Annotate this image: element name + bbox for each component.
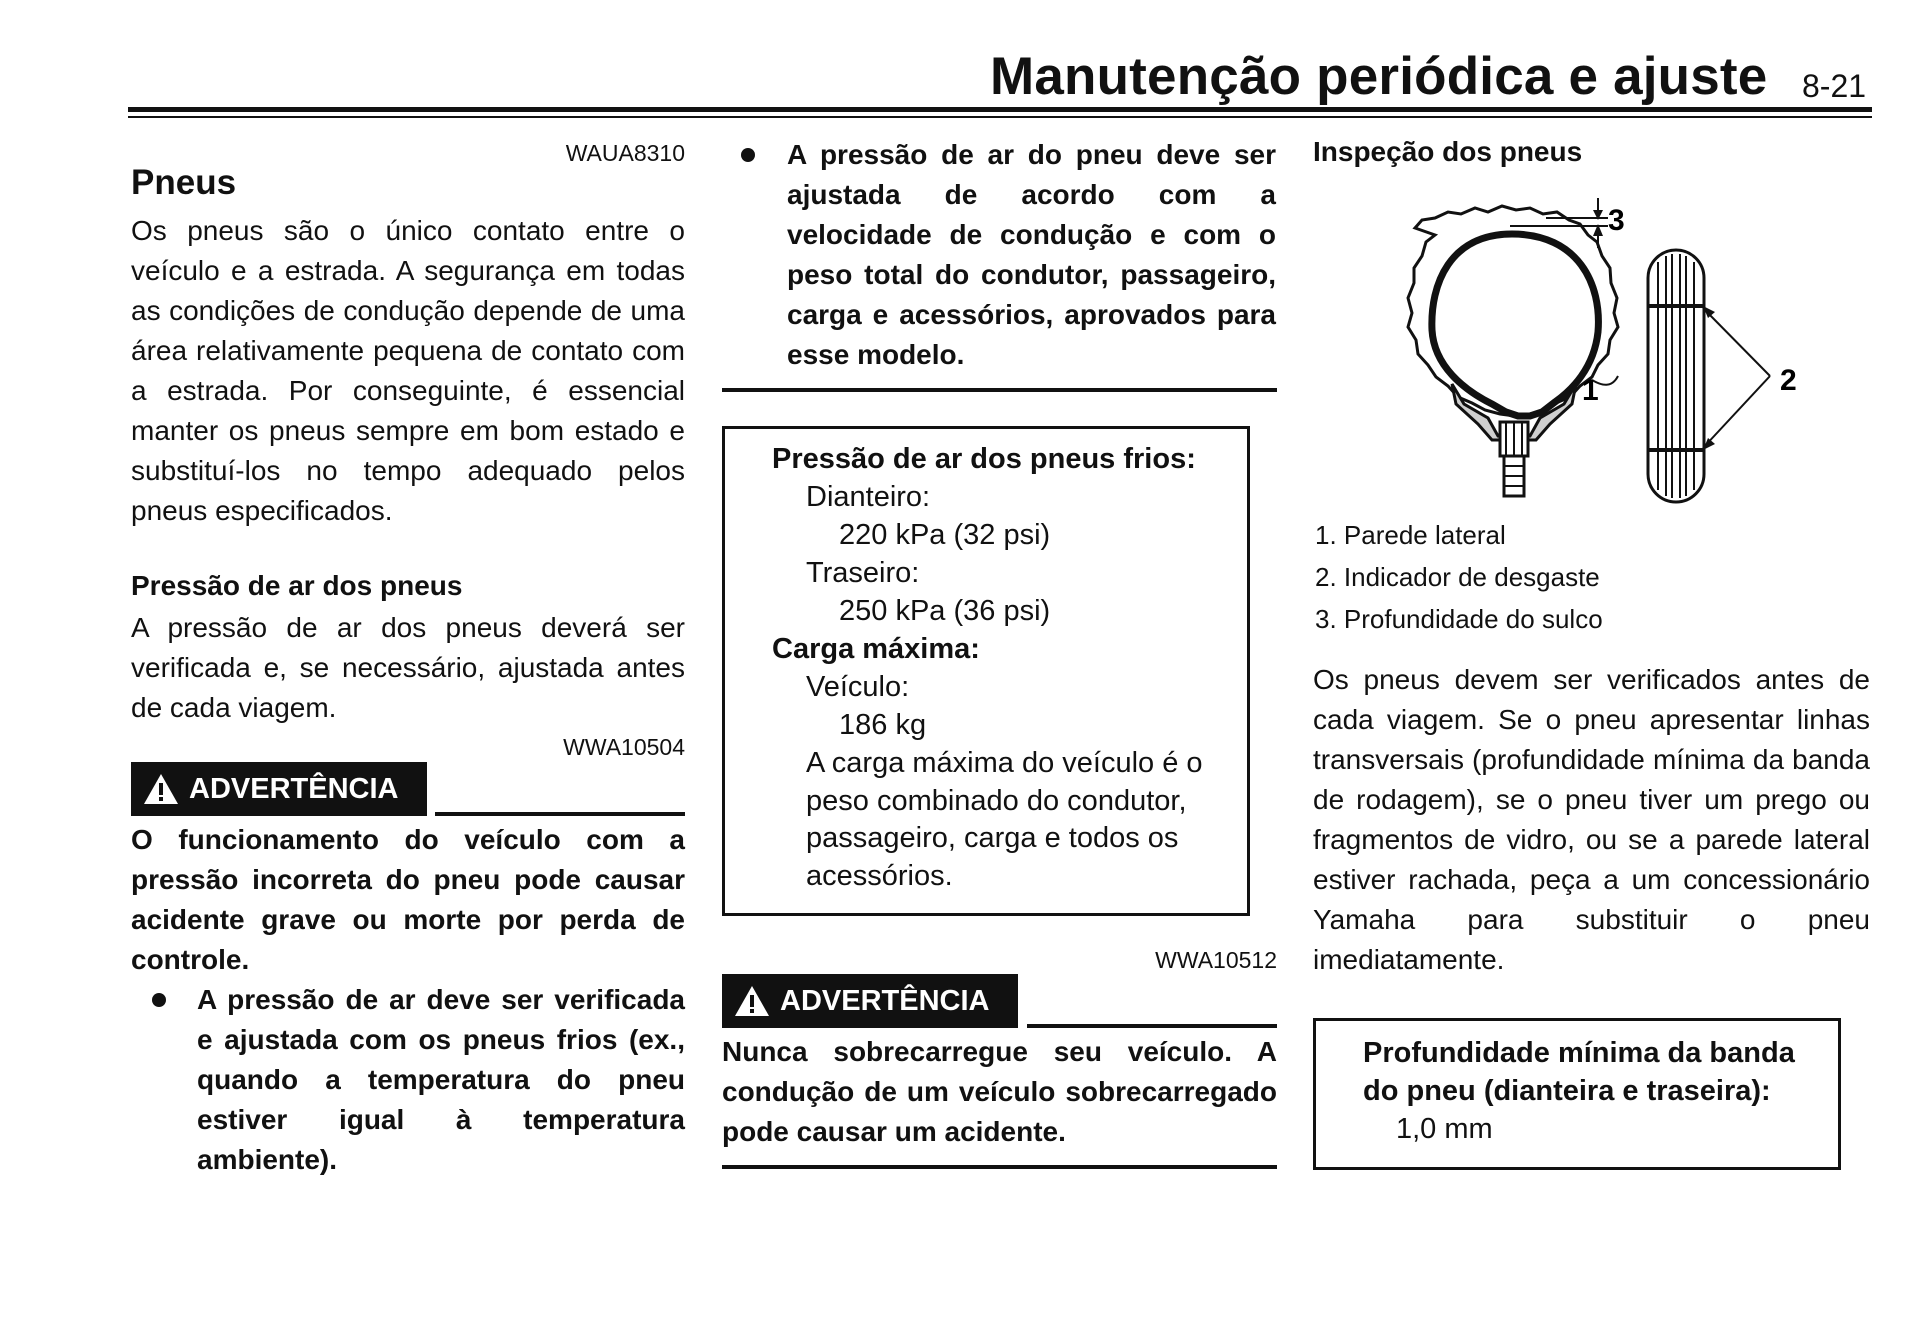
tires-intro-paragraph: Os pneus são o único contato entre o veículo e a estrada. A segurança em todas as condições de condução depende de uma área relativamente pequena de contato com a estrada. Por conseguinte, é essencial manter os pneus sempre em bom estado e substituí-los no tempo adequado pelos pneus especificados. <box>131 215 685 526</box>
bullet-text-speed-weight: A pressão de ar do pneu deve ser ajustada de acordo com a velocidade de condução e com o peso total do condutor, passageiro, carga e acessórios, aprovados para esse modelo. <box>787 139 1276 370</box>
tread-depth-spec-box <box>1313 1018 1841 1170</box>
page-title: Manutenção periódica e ajuste <box>990 47 1768 106</box>
spec-vehicle-label: Veículo: <box>806 671 910 703</box>
divider <box>722 388 1277 392</box>
legend-item-2: 2. Indicador de desgaste <box>1315 562 1600 592</box>
tread-spec-value: 1,0 mm <box>1396 1113 1493 1145</box>
bullet-text-cold-tires: A pressão de ar deve ser verificada e ajustada com os pneus frios (ex., quando a temperatura do pneu estiver igual à temperatura ambiente). <box>197 984 685 1175</box>
spec-heading: Pressão de ar dos pneus frios: <box>772 443 1196 475</box>
divider <box>722 1165 1277 1169</box>
section-code: WAUA8310 <box>565 140 685 166</box>
warning-triangle-icon <box>734 985 770 1017</box>
warning-rule-2 <box>1027 1024 1277 1028</box>
legend-item-1: 1. Parede lateral <box>1315 520 1506 550</box>
warning-badge-1 <box>131 762 427 816</box>
figure-label-1: 1 <box>1582 374 1599 407</box>
warning-text-1: O funcionamento do veículo com a pressão incorreta do pneu pode causar acidente grave ou morte por perda de controle. <box>131 824 685 975</box>
warning-code-1: WWA10504 <box>563 734 685 760</box>
section-title-tires: Pneus <box>131 163 237 202</box>
spec-vehicle-value: 186 kg <box>839 709 927 741</box>
warning-text-2: Nunca sobrecarregue seu veículo. A condução de um veículo sobrecarregado pode causar um acidente. <box>722 1036 1277 1147</box>
figure-label-3: 3 <box>1608 204 1625 237</box>
tread-spec-heading: Profundidade mínima da banda do pneu (dianteira e traseira): <box>1363 1037 1795 1107</box>
spec-rear-label: Traseiro: <box>806 557 920 589</box>
bullet-dot <box>741 148 755 162</box>
list-item <box>741 135 1276 375</box>
spec-front-label: Dianteiro: <box>806 481 931 513</box>
warning-badge-2 <box>722 974 1018 1028</box>
warning-code-2: WWA10512 <box>1155 947 1277 973</box>
page-number: 8-21 <box>1802 68 1867 104</box>
legend-item-3: 3. Profundidade do sulco <box>1315 604 1603 634</box>
bullet-dot <box>152 993 166 1007</box>
warning-label-1: ADVERTÊNCIA <box>189 772 399 805</box>
figure-label-2: 2 <box>1780 364 1797 397</box>
header-rule-thin <box>128 116 1872 118</box>
warning-triangle-icon <box>143 773 179 805</box>
inspection-heading: Inspeção dos pneus <box>1313 136 1583 167</box>
header-rule-thick <box>128 107 1872 112</box>
pressure-subheading: Pressão de ar dos pneus <box>131 570 463 601</box>
warning-rule-1 <box>435 812 685 816</box>
spec-max-load-heading: Carga máxima: <box>772 633 980 665</box>
inspection-paragraph: Os pneus devem ser verificados antes de cada viagem. Se o pneu apresentar linhas transversais (profundidade mínima da banda de rodagem), se o pneu tiver um prego ou fragmentos de vidro, ou se a parede lateral estiver rachada, peça a um concessionário Yamaha para substituir o pneu imediatamente. <box>1313 664 1870 975</box>
list-item <box>152 980 685 1180</box>
pressure-paragraph: A pressão de ar dos pneus deverá ser verificada e, se necessário, ajustada antes de cada viagem. <box>131 612 685 723</box>
cold-pressure-spec-box <box>722 426 1250 916</box>
tire-inspection-figure <box>1340 190 1820 520</box>
spec-front-value: 220 kPa (32 psi) <box>839 519 1051 551</box>
spec-note: A carga máxima do veículo é o peso combinado do condutor, passageiro, carga e todos os acessórios. <box>806 747 1203 892</box>
spec-rear-value: 250 kPa (36 psi) <box>839 595 1051 627</box>
warning-label-2: ADVERTÊNCIA <box>780 984 990 1017</box>
